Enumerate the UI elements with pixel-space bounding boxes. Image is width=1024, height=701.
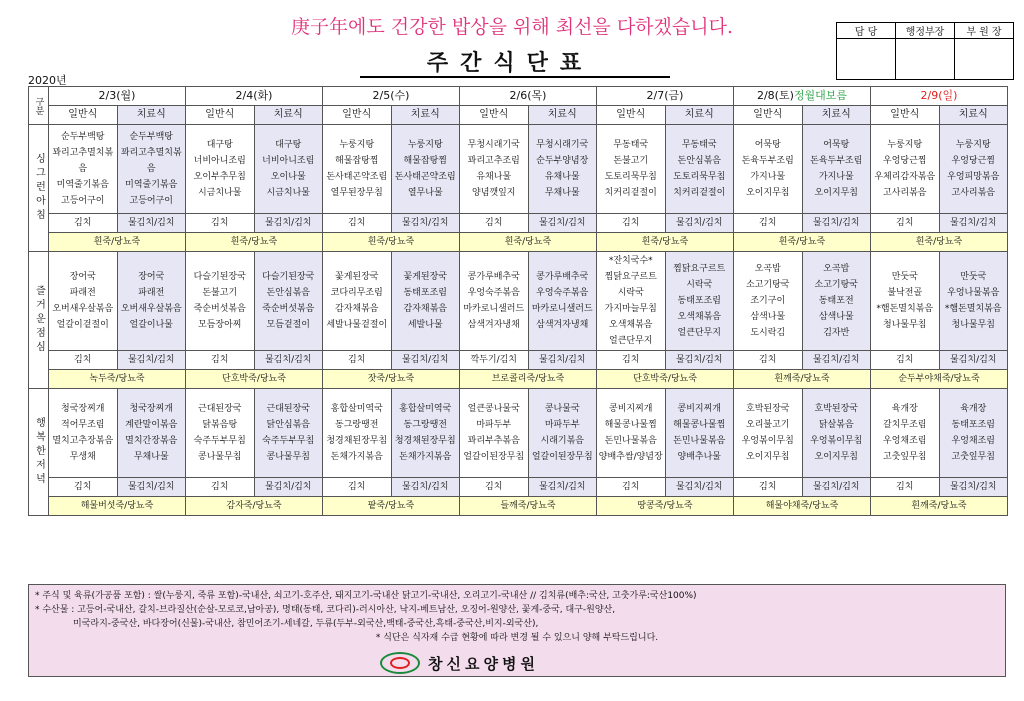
type-therapy: 치료식 xyxy=(665,106,734,125)
general-menu-cell: 만둣국 불낙전골 *햄돈멸치볶음 청나물무침 xyxy=(871,252,940,351)
type-general: 일반식 xyxy=(323,106,392,125)
therapy-menu-cell: 만둣국 우엉나물볶음 *햄돈멸치볶음 청나물무침 xyxy=(939,252,1008,351)
kimchi-cell: 김치 xyxy=(186,214,255,233)
approval-sign-box[interactable] xyxy=(896,39,955,80)
kimchi-cell: 물김치/김치 xyxy=(117,478,186,497)
kimchi-cell: 물김치/김치 xyxy=(254,351,323,370)
general-menu-cell: 청국장찌개 적어무조림 멸치고추장볶음 무생채 xyxy=(49,389,118,478)
kimchi-cell: 물김치/김치 xyxy=(802,351,871,370)
kimchi-cell: 김치 xyxy=(323,351,392,370)
porridge-cell: 흰죽/당뇨죽 xyxy=(597,233,734,252)
therapy-menu-cell: 청국장찌개 계란말이볶음 멸치간장볶음 무채나물 xyxy=(117,389,186,478)
general-menu-cell: 근대된장국 닭볶음탕 숙주두부무침 콩나물무침 xyxy=(186,389,255,478)
porridge-cell: 흰깨죽/당뇨죽 xyxy=(871,497,1008,516)
approval-box xyxy=(836,22,1014,80)
kimchi-cell: 물김치/김치 xyxy=(802,478,871,497)
day-header xyxy=(186,87,323,106)
general-menu-cell: 꽃게된장국 코다리무조림 감자채볶음 세발나물겉절이 xyxy=(323,252,392,351)
kimchi-cell: 물김치/김치 xyxy=(665,351,734,370)
kimchi-cell: 김치 xyxy=(49,478,118,497)
type-therapy: 치료식 xyxy=(254,106,323,125)
kimchi-cell: 김치 xyxy=(49,351,118,370)
kimchi-row xyxy=(29,351,1008,370)
origin-line: 미국라지-중국산, 바다장어(신물)-국내산, 참민어조기-세네갈, 두류(두부-외국산,백태-중국산,흑태-중국산,비지-외국산), xyxy=(73,619,539,629)
therapy-menu-cell: 다슬기된장국 돈안심볶음 죽순버섯볶음 모듬겉절이 xyxy=(254,252,323,351)
meal-label: 즐거운점심 xyxy=(29,252,49,389)
type-general: 일반식 xyxy=(734,106,803,125)
general-menu-cell: 육개장 갈치무조림 우엉채조림 고춧잎무침 xyxy=(871,389,940,478)
general-menu-cell: 어묵탕 돈육두부조림 가지나물 오이지무침 xyxy=(734,125,803,214)
general-menu-cell: 콩비지찌개 해물콩나물찜 돈민나물볶음 양배추쌈/양념장 xyxy=(597,389,666,478)
kimchi-cell: 물김치/김치 xyxy=(391,478,460,497)
date-row xyxy=(29,87,1008,106)
general-menu-cell: 대구탕 너비아니조림 오이부추무침 시금치나물 xyxy=(186,125,255,214)
therapy-menu-cell: 찜닭요구르트 시락국 동태포조림 오색채볶음 얼큰단무지 xyxy=(665,252,734,351)
day-header xyxy=(323,87,460,106)
therapy-menu-cell: 콩가루배추국 우엉숙주볶음 마카로니샐러드 삼색겨자냉채 xyxy=(528,252,597,351)
type-therapy: 치료식 xyxy=(528,106,597,125)
porridge-cell: 땅콩죽/당뇨죽 xyxy=(597,497,734,516)
hospital-logo xyxy=(380,652,539,674)
kimchi-cell: 물김치/김치 xyxy=(665,478,734,497)
type-general: 일반식 xyxy=(49,106,118,125)
day-header xyxy=(597,87,734,106)
title-underline xyxy=(360,76,670,78)
type-general: 일반식 xyxy=(186,106,255,125)
therapy-menu-cell: 육개장 동태포조림 우엉채조림 고춧잎무침 xyxy=(939,389,1008,478)
porridge-cell: 흰죽/당뇨죽 xyxy=(871,233,1008,252)
kimchi-cell: 물김치/김치 xyxy=(391,214,460,233)
approval-sign-box[interactable] xyxy=(955,39,1014,80)
therapy-menu-cell: 근대된장국 닭안심볶음 숙주두부무침 콩나물무침 xyxy=(254,389,323,478)
kimchi-row xyxy=(29,214,1008,233)
therapy-menu-cell: 콩비지찌개 해물콩나물찜 돈민나물볶음 양배추나물 xyxy=(665,389,734,478)
day-header xyxy=(871,87,1008,106)
therapy-menu-cell: 꽃게된장국 동태포조림 감자채볶음 세발나물 xyxy=(391,252,460,351)
kimchi-cell: 김치 xyxy=(460,214,529,233)
general-menu-cell: 무동태국 돈불고기 도토리묵무침 치커리겉절이 xyxy=(597,125,666,214)
kimchi-cell: 물김치/김치 xyxy=(117,351,186,370)
origin-line: * 수산물 : 고등어-국내산, 갈치-브라질산(순살-모로코,남아공), 명태(동태, 코다리)-러시아산, 낙지-베트남산, 오징어-원양산, 꽃게-중국, 대구-원양산, xyxy=(35,605,616,615)
general-menu-cell: 장어국 파래전 오버새우살볶음 얼갈이겉절이 xyxy=(49,252,118,351)
kimchi-cell: 김치 xyxy=(734,214,803,233)
page-title: 주간식단표 xyxy=(426,51,594,76)
porridge-cell: 흰죽/당뇨죽 xyxy=(460,233,597,252)
kimchi-cell: 물김치/김치 xyxy=(939,214,1008,233)
type-general: 일반식 xyxy=(460,106,529,125)
year-label: 2020년 xyxy=(28,74,67,87)
therapy-menu-cell: 오곡밥 소고기탕국 동태포전 삼색나물 김자반 xyxy=(802,252,871,351)
kimchi-cell: 김치 xyxy=(871,478,940,497)
kimchi-cell: 물김치/김치 xyxy=(802,214,871,233)
day-header xyxy=(734,87,871,106)
kimchi-cell: 김치 xyxy=(49,214,118,233)
notice-line: * 식단은 식자재 수급 현황에 따라 변경 될 수 있으니 양해 부탁드립니다. xyxy=(375,633,659,643)
therapy-menu-cell: 무동태국 돈안심볶음 도토리묵무침 치커리겉절이 xyxy=(665,125,734,214)
kimchi-cell: 물김치/김치 xyxy=(939,351,1008,370)
day-header xyxy=(460,87,597,106)
kimchi-cell: 김치 xyxy=(186,478,255,497)
porridge-cell: 팥죽/당뇨죽 xyxy=(323,497,460,516)
kimchi-cell: 깍두기/김치 xyxy=(460,351,529,370)
day-date: 2/3(월) xyxy=(98,89,136,102)
porridge-cell: 해물버섯죽/당뇨죽 xyxy=(49,497,186,516)
banner-slogan: 庚子年에도 건강한 밥상을 위해 최선을 다하겠습니다. xyxy=(291,16,733,38)
day-date: 2/7(금) xyxy=(646,89,684,102)
meal-label: 행복한저녁 xyxy=(29,389,49,516)
general-menu-cell: *잔치국수* 찜닭요구르트 시락국 가지마늘무침 오색채볶음 얼큰단무지 xyxy=(597,252,666,351)
type-therapy: 치료식 xyxy=(117,106,186,125)
therapy-menu-cell: 호박된장국 닭살볶음 우엉볶이무침 오이지무침 xyxy=(802,389,871,478)
type-therapy: 치료식 xyxy=(802,106,871,125)
porridge-row xyxy=(29,497,1008,516)
day-date: 2/6(목) xyxy=(509,89,547,102)
therapy-menu-cell: 대구탕 너비아니조림 오이나물 시금치나물 xyxy=(254,125,323,214)
kimchi-cell: 김치 xyxy=(323,478,392,497)
approval-sign-box[interactable] xyxy=(837,39,896,80)
kimchi-cell: 물김치/김치 xyxy=(665,214,734,233)
therapy-menu-cell: 홍합살미역국 동그랑땡전 청경채된장무침 돈채가지볶음 xyxy=(391,389,460,478)
porridge-cell: 흰죽/당뇨죽 xyxy=(186,233,323,252)
meal-label: 싱그런아침 xyxy=(29,125,49,252)
col-header: 구분 xyxy=(29,87,49,125)
kimchi-cell: 김치 xyxy=(734,351,803,370)
porridge-cell: 흰죽/당뇨죽 xyxy=(323,233,460,252)
therapy-menu-cell: 콩나물국 마파두부 시래기볶음 얼갈이된장무침 xyxy=(528,389,597,478)
type-therapy: 치료식 xyxy=(391,106,460,125)
day-date: 2/5(수) xyxy=(372,89,410,102)
type-general: 일반식 xyxy=(871,106,940,125)
hospital-name: 창신요양병원 xyxy=(428,654,539,673)
general-menu-cell: 무청시래기국 꽈리고추조림 유채나물 양념깻잎지 xyxy=(460,125,529,214)
kimchi-cell: 물김치/김치 xyxy=(254,214,323,233)
meal-dishes-row xyxy=(29,125,1008,214)
general-menu-cell: 누룽지탕 해물잡탕찜 돈사태곤약조림 열무된장무침 xyxy=(323,125,392,214)
approval-label: 부 원 장 xyxy=(955,23,1014,39)
kimchi-cell: 물김치/김치 xyxy=(254,478,323,497)
meal-dishes-row xyxy=(29,252,1008,351)
porridge-cell: 순두부야채죽/당뇨죽 xyxy=(871,370,1008,389)
porridge-cell: 브로콜리죽/당뇨죽 xyxy=(460,370,597,389)
day-header xyxy=(49,87,186,106)
day-date: 2/8(토) xyxy=(756,89,794,102)
porridge-cell: 들깨죽/당뇨죽 xyxy=(460,497,597,516)
porridge-row xyxy=(29,233,1008,252)
porridge-cell: 해물야채죽/당뇨죽 xyxy=(734,497,871,516)
kimchi-cell: 김치 xyxy=(597,351,666,370)
therapy-menu-cell: 누룽지탕 해물잡탕찜 돈사태곤약조림 열무나물 xyxy=(391,125,460,214)
general-menu-cell: 콩가루배추국 우엉숙주볶음 마카로니샐러드 삼색겨자냉채 xyxy=(460,252,529,351)
general-menu-cell: 다슬기된장국 돈불고기 죽순버섯볶음 모듬장아찌 xyxy=(186,252,255,351)
therapy-menu-cell: 어묵탕 돈육두부조림 가지나물 오이지무침 xyxy=(802,125,871,214)
meal-dishes-row xyxy=(29,389,1008,478)
porridge-cell: 단호박죽/당뇨죽 xyxy=(186,370,323,389)
kimchi-cell: 물김치/김치 xyxy=(528,351,597,370)
general-menu-cell: 얼큰콩나물국 마파두부 꽈리부추볶음 얼갈이된장무침 xyxy=(460,389,529,478)
kimchi-cell: 김치 xyxy=(323,214,392,233)
porridge-cell: 감자죽/당뇨죽 xyxy=(186,497,323,516)
holiday-note: 정월대보름 xyxy=(793,89,848,102)
general-menu-cell: 오곡밥 소고기탕국 조기구이 삼색나물 도시락김 xyxy=(734,252,803,351)
porridge-cell: 흰죽/당뇨죽 xyxy=(734,233,871,252)
kimchi-cell: 김치 xyxy=(597,214,666,233)
porridge-row xyxy=(29,370,1008,389)
hospital-emblem-icon xyxy=(380,652,420,674)
kimchi-cell: 김치 xyxy=(597,478,666,497)
type-general: 일반식 xyxy=(597,106,666,125)
general-menu-cell: 누룽지탕 우엉당근찜 우체리감자볶음 고사리볶음 xyxy=(871,125,940,214)
kimchi-cell: 김치 xyxy=(186,351,255,370)
kimchi-cell: 물김치/김치 xyxy=(391,351,460,370)
therapy-menu-cell: 무청시래기국 순두부양념장 유채나물 무채나물 xyxy=(528,125,597,214)
kimchi-cell: 김치 xyxy=(871,351,940,370)
porridge-cell: 흰죽/당뇨죽 xyxy=(49,233,186,252)
general-menu-cell: 홍합살미역국 동그랑땡전 청경채된장무침 돈채가지볶음 xyxy=(323,389,392,478)
type-therapy: 치료식 xyxy=(939,106,1008,125)
kimchi-cell: 물김치/김치 xyxy=(528,214,597,233)
porridge-cell: 녹두죽/당뇨죽 xyxy=(49,370,186,389)
approval-label: 담 당 xyxy=(837,23,896,39)
kimchi-cell: 김치 xyxy=(871,214,940,233)
kimchi-cell: 김치 xyxy=(734,478,803,497)
porridge-cell: 잣죽/당뇨죽 xyxy=(323,370,460,389)
general-menu-cell: 순두부백탕 꽈리고추멸치볶음 미역줄기볶음 고등어구이 xyxy=(49,125,118,214)
therapy-menu-cell: 순두부백탕 꽈리고추멸치볶음 미역줄기볶음 고등어구이 xyxy=(117,125,186,214)
kimchi-cell: 김치 xyxy=(460,478,529,497)
therapy-menu-cell: 장어국 파래전 오버새우살볶음 얼갈이나물 xyxy=(117,252,186,351)
porridge-cell: 단호박죽/당뇨죽 xyxy=(597,370,734,389)
kimchi-row xyxy=(29,478,1008,497)
diet-type-row xyxy=(29,106,1008,125)
day-date: 2/9(일) xyxy=(920,89,958,102)
general-menu-cell: 호박된장국 오리불고기 우엉볶이무침 오이지무침 xyxy=(734,389,803,478)
kimchi-cell: 물김치/김치 xyxy=(117,214,186,233)
porridge-cell: 흰깨죽/당뇨죽 xyxy=(734,370,871,389)
kimchi-cell: 물김치/김치 xyxy=(939,478,1008,497)
approval-label: 행정부장 xyxy=(896,23,955,39)
origin-line: * 주식 및 육류(가공품 포함) : 쌀(누룽지, 죽류 포함)-국내산, 쇠고기-호주산, 돼지고기-국내산 닭고기-국내산, 오리고기-국내산 // 김치류(배추:국산, 고춧가루:국산100%) xyxy=(35,591,697,601)
menu-table xyxy=(28,86,1008,516)
kimchi-cell: 물김치/김치 xyxy=(528,478,597,497)
day-date: 2/4(화) xyxy=(235,89,273,102)
therapy-menu-cell: 누룽지탕 우엉당근찜 우엉피망볶음 고사리볶음 xyxy=(939,125,1008,214)
